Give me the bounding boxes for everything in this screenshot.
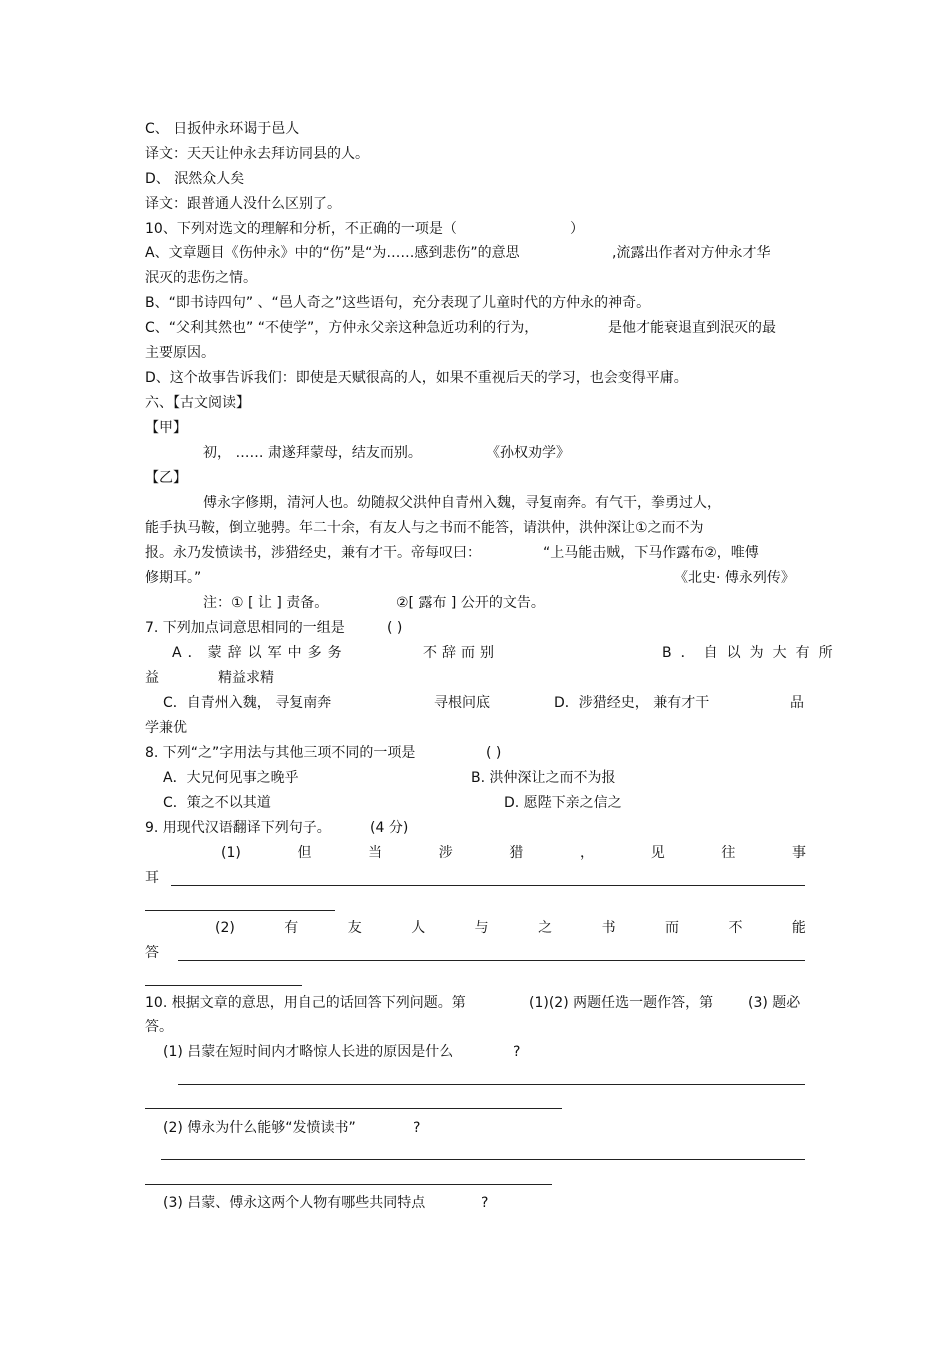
- question-10-option-a-cont: ,流露出作者对方仲永才华: [612, 245, 771, 261]
- answer-line[interactable]: [145, 1108, 562, 1109]
- sub-question-3: (3) 吕蒙、傅永这两个人物有哪些共同特点: [163, 1195, 426, 1211]
- question-7-option-a-word: 不辞而别: [423, 645, 499, 661]
- option-c-translation: 译文：天天让仲永去拜访同县的人。: [145, 146, 369, 162]
- sentence-1-char: 猎: [509, 845, 524, 861]
- sentence-2-char: 与: [474, 920, 489, 936]
- sentence-1-char: 涉: [438, 845, 453, 861]
- sentence-1-end: 耳: [145, 870, 159, 886]
- sentence-2-char: 人: [411, 920, 426, 936]
- answer-line[interactable]: [161, 1159, 805, 1160]
- sentence-2-char: 之: [538, 920, 553, 936]
- question-10-option-a-line2: 泯灭的悲伤之情。: [145, 270, 257, 286]
- sentence-1-char: 见: [650, 845, 665, 861]
- answer-line[interactable]: [145, 1184, 552, 1185]
- question-8-paren: ( ): [486, 745, 502, 761]
- passage-yi-line3-quote: “上马能击贼，下马作露布②，唯傅: [543, 545, 759, 561]
- question-7-paren: ( ): [387, 620, 403, 636]
- question-10-option-c-line2: 主要原因。: [145, 345, 215, 361]
- sentence-1-char: 但: [297, 845, 312, 861]
- answer-line[interactable]: [145, 910, 335, 911]
- question-7-option-b: B．自以为大有所: [662, 645, 842, 661]
- question-7-option-b-word: 精益求精: [218, 670, 274, 686]
- sentence-1-char: (1): [221, 845, 241, 861]
- answer-line[interactable]: [145, 985, 302, 986]
- sentence-1-char: ，: [580, 845, 595, 861]
- passage-yi-source: 《北史· 傅永列传》: [674, 570, 795, 586]
- sentence-2-char: 有: [284, 920, 299, 936]
- question-10b-stem: 10. 根据文章的意思，用自己的话回答下列问题。第: [145, 995, 466, 1011]
- question-7-option-d-cont: 学兼优: [145, 720, 187, 736]
- question-8-option-c: C．策之不以其道: [163, 795, 271, 811]
- option-c-text: C、 日扳仲永环谒于邑人: [145, 121, 300, 137]
- question-7-option-c-word: 寻根问底: [434, 695, 490, 711]
- sentence-1-char: 往: [721, 845, 736, 861]
- sentence-2-row: [215, 918, 806, 938]
- sentence-1-row: [221, 843, 806, 863]
- passage-note-2: ②[ 露布 ] 公开的文告。: [396, 595, 545, 611]
- option-d-text: D、 泯然众人矣: [145, 171, 245, 187]
- question-8-option-d: D. 愿陛下亲之信之: [504, 795, 622, 811]
- question-10-stem: 10、下列对选文的理解和分析，不正确的一项是（: [145, 221, 457, 237]
- passage-yi-label: 【乙】: [145, 470, 187, 486]
- passage-jia-label: 【甲】: [145, 420, 187, 436]
- question-8-option-a: A．大兄何见事之晚乎: [163, 770, 299, 786]
- question-10-option-b: B、“即书诗四句” 、“邑人奇之”这些语句，充分表现了儿童时代的方仲永的神奇。: [145, 295, 651, 311]
- question-10-option-c-cont: 是他才能衰退直到泯灭的最: [608, 320, 776, 336]
- section-6-heading: 六、【古文阅读】: [145, 395, 250, 411]
- sub-question-1: (1) 吕蒙在短时间内才略惊人长进的原因是什么: [163, 1044, 454, 1060]
- question-8-stem: 8. 下列“之”字用法与其他三项不同的一项是: [145, 745, 416, 761]
- question-10-option-d: D、这个故事告诉我们：即使是天赋很高的人，如果不重视后天的学习，也会变得平庸。: [145, 370, 688, 386]
- passage-yi-line2: 能手执马鞍，倒立驰骋。年二十余，有友人与之书而不能答，请洪仲，洪仲深让①之而不为: [145, 520, 704, 536]
- sentence-2-char: 友: [347, 920, 362, 936]
- question-10-option-a: A、文章题目《伤仲永》中的“伤”是“为……感到悲伤”的意思: [145, 245, 520, 261]
- question-7-option-b-cont: 益: [145, 670, 159, 686]
- passage-note-1: 注：① [ 让 ] 责备。: [203, 595, 329, 611]
- sentence-1-char: 当: [368, 845, 383, 861]
- sentence-2-char: 书: [601, 920, 616, 936]
- question-10b-stem-line2: 答。: [145, 1019, 173, 1035]
- question-7-stem: 7. 下列加点词意思相同的一组是: [145, 620, 345, 636]
- question-8-option-b: B. 洪仲深让之而不为报: [471, 770, 616, 786]
- sentence-2-char: (2): [215, 920, 235, 936]
- passage-jia-text: 初， …… 肃遂拜蒙母，结友而别。: [203, 445, 422, 461]
- question-mark: ?: [481, 1195, 489, 1211]
- sub-question-2: (2) 傅永为什么能够“发愤读书”: [163, 1120, 356, 1136]
- question-7-option-a: A．蒙辞以军中多务: [172, 645, 348, 661]
- sentence-2-char: 不: [728, 920, 743, 936]
- answer-line[interactable]: [178, 1084, 805, 1085]
- passage-yi-line3: 报。永乃发愤读书，涉猎经史，兼有才干。帝每叹曰：: [145, 545, 481, 561]
- sentence-1-char: 事: [791, 845, 806, 861]
- answer-line[interactable]: [171, 885, 805, 886]
- question-7-option-d: D．涉猎经史， 兼有才干: [554, 695, 710, 711]
- sentence-2-char: 能: [791, 920, 806, 936]
- question-mark: ?: [513, 1044, 521, 1060]
- passage-jia-source: 《孙权劝学》: [486, 445, 570, 461]
- question-10b-stem-end: (3) 题必: [748, 995, 801, 1011]
- option-d-translation: 译文：跟普通人没什么区别了。: [145, 196, 341, 212]
- question-7-option-c: C．自青州入魏， 寻复南奔: [163, 695, 332, 711]
- question-mark: ?: [413, 1120, 421, 1136]
- sentence-2-char: 而: [665, 920, 680, 936]
- question-10-paren: ）: [570, 221, 584, 237]
- sentence-2-end: 答: [145, 945, 159, 961]
- question-10-option-c: C、“父利其然也” “不使学”，方仲永父亲这种急近功利的行为，: [145, 320, 539, 336]
- question-7-option-d-word: 品: [790, 695, 804, 711]
- passage-yi-line4: 修期耳。”: [145, 570, 202, 586]
- answer-line[interactable]: [178, 960, 805, 961]
- question-9-score: (4 分): [370, 820, 409, 836]
- question-10b-stem-cont: (1)(2) 两题任选一题作答，第: [529, 995, 714, 1011]
- question-9-stem: 9. 用现代汉语翻译下列句子。: [145, 820, 331, 836]
- passage-yi-line1: 傅永字修期，清河人也。幼随叔父洪仲自青州入魏，寻复南奔。有气干，拳勇过人，: [203, 495, 721, 511]
